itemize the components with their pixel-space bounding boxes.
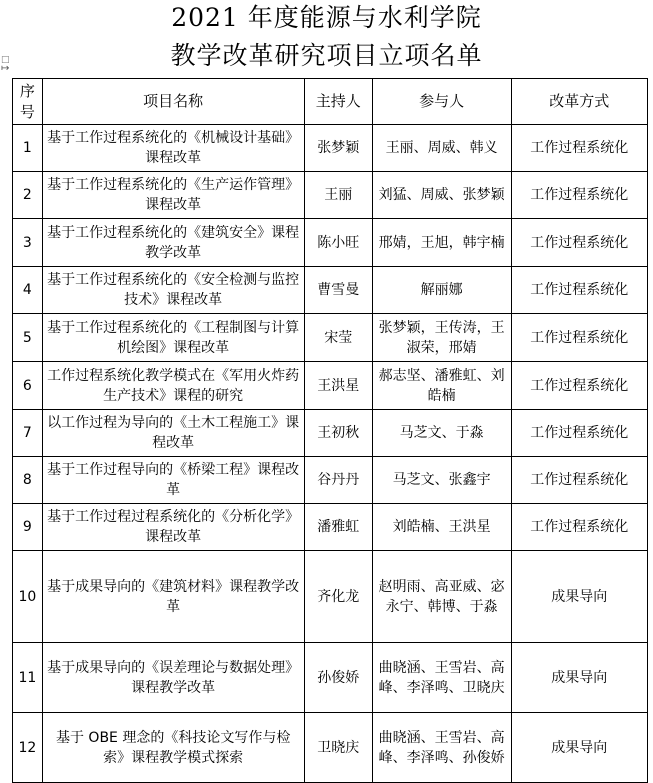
cell-no: 11 [13, 643, 43, 713]
table-row [13, 314, 648, 362]
table-row [13, 551, 648, 643]
cell-participants: 郝志坚、潘雅虹、刘皓楠 [372, 362, 511, 410]
cell-participants: 赵明雨、高亚威、宓永宁、韩博、于淼 [372, 551, 511, 643]
cell-mode: 工作过程系统化 [511, 504, 648, 551]
cell-host: 陈小旺 [304, 219, 372, 267]
table-row [13, 504, 648, 551]
cell-participants: 刘皓楠、王洪星 [372, 504, 511, 551]
cell-name: 基于工作过程系统化的《安全检测与监控技术》课程改革 [42, 267, 304, 314]
cell-host: 潘雅虹 [304, 504, 372, 551]
table-row [13, 457, 648, 504]
cell-no: 8 [13, 457, 43, 504]
cell-host: 卫晓庆 [304, 713, 372, 783]
cell-host: 齐化龙 [304, 551, 372, 643]
cell-mode: 工作过程系统化 [511, 457, 648, 504]
cell-no: 7 [13, 410, 43, 457]
cell-mode: 工作过程系统化 [511, 314, 648, 362]
cell-mode: 成果导向 [511, 643, 648, 713]
cell-name: 基于工作过程系统化的《工程制图与计算机绘图》课程改革 [42, 314, 304, 362]
cell-host: 张梦颖 [304, 125, 372, 172]
table-header-row [13, 79, 648, 125]
cell-name: 基于成果导向的《误差理论与数据处理》课程教学改革 [42, 643, 304, 713]
table-row [13, 362, 648, 410]
cell-host: 曹雪曼 [304, 267, 372, 314]
anchor-icon: □ [1, 55, 10, 65]
cell-host: 王丽 [304, 172, 372, 219]
cell-name: 基于 OBE 理念的《科技论文写作与检索》课程教学模式探索 [42, 713, 304, 783]
cell-no: 12 [13, 713, 43, 783]
cell-name: 基于工作过程导向的《桥梁工程》课程改革 [42, 457, 304, 504]
project-table [12, 78, 648, 783]
cell-participants: 刘猛、周威、张梦颖 [372, 172, 511, 219]
cell-participants: 解丽娜 [372, 267, 511, 314]
cell-host: 孙俊娇 [304, 643, 372, 713]
cell-no: 1 [13, 125, 43, 172]
cell-host: 宋莹 [304, 314, 372, 362]
cell-participants: 马芝文、张鑫宇 [372, 457, 511, 504]
arrow-right-icon: ↦ [1, 63, 10, 74]
cell-mode: 工作过程系统化 [511, 362, 648, 410]
cell-host: 谷丹丹 [304, 457, 372, 504]
cell-name: 基于工作过程系统化的《建筑安全》课程教学改革 [42, 219, 304, 267]
cell-no: 2 [13, 172, 43, 219]
cell-participants: 马芝文、于淼 [372, 410, 511, 457]
cell-name: 基于工作过程过程系统化的《分析化学》课程改革 [42, 504, 304, 551]
table-row [13, 713, 648, 783]
header-participants: 参与人 [372, 79, 511, 125]
table-row [13, 410, 648, 457]
cell-mode: 工作过程系统化 [511, 219, 648, 267]
cell-no: 6 [13, 362, 43, 410]
cell-no: 9 [13, 504, 43, 551]
table-row [13, 125, 648, 172]
header-mode: 改革方式 [511, 79, 648, 125]
table-row [13, 643, 648, 713]
cell-name: 基于成果导向的《建筑材料》课程教学改革 [42, 551, 304, 643]
header-host: 主持人 [304, 79, 372, 125]
cell-participants: 曲晓涵、王雪岩、高峰、李泽鸣、卫晓庆 [372, 643, 511, 713]
cell-mode: 工作过程系统化 [511, 410, 648, 457]
cell-no: 4 [13, 267, 43, 314]
table-row [13, 172, 648, 219]
table-row [13, 267, 648, 314]
cell-mode: 工作过程系统化 [511, 267, 648, 314]
cell-mode: 成果导向 [511, 551, 648, 643]
cell-no: 5 [13, 314, 43, 362]
cell-name: 基于工作过程系统化的《机械设计基础》课程改革 [42, 125, 304, 172]
cell-no: 10 [13, 551, 43, 643]
cell-participants: 王丽、周威、韩义 [372, 125, 511, 172]
cell-name: 工作过程系统化教学模式在《军用火炸药生产技术》课程的研究 [42, 362, 304, 410]
table-row [13, 219, 648, 267]
cell-participants: 张梦颖，王传涛，王淑荣，邢婧 [372, 314, 511, 362]
cell-participants: 曲晓涵、王雪岩、高峰、李泽鸣、孙俊娇 [372, 713, 511, 783]
header-name: 项目名称 [42, 79, 304, 125]
cell-mode: 成果导向 [511, 713, 648, 783]
cell-host: 王洪星 [304, 362, 372, 410]
cell-host: 王初秋 [304, 410, 372, 457]
cell-name: 以工作过程为导向的《土木工程施工》课程改革 [42, 410, 304, 457]
document-title-line1: 2021 年度能源与水利学院 [171, 3, 482, 32]
cell-mode: 工作过程系统化 [511, 172, 648, 219]
document-title-line2: 教学改革研究项目立项名单 [170, 41, 483, 70]
cell-name: 基于工作过程系统化的《生产运作管理》课程改革 [42, 172, 304, 219]
cell-no: 3 [13, 219, 43, 267]
cell-mode: 工作过程系统化 [511, 125, 648, 172]
header-no: 序号 [13, 79, 43, 125]
cell-participants: 邢婧，王旭，韩宇楠 [372, 219, 511, 267]
